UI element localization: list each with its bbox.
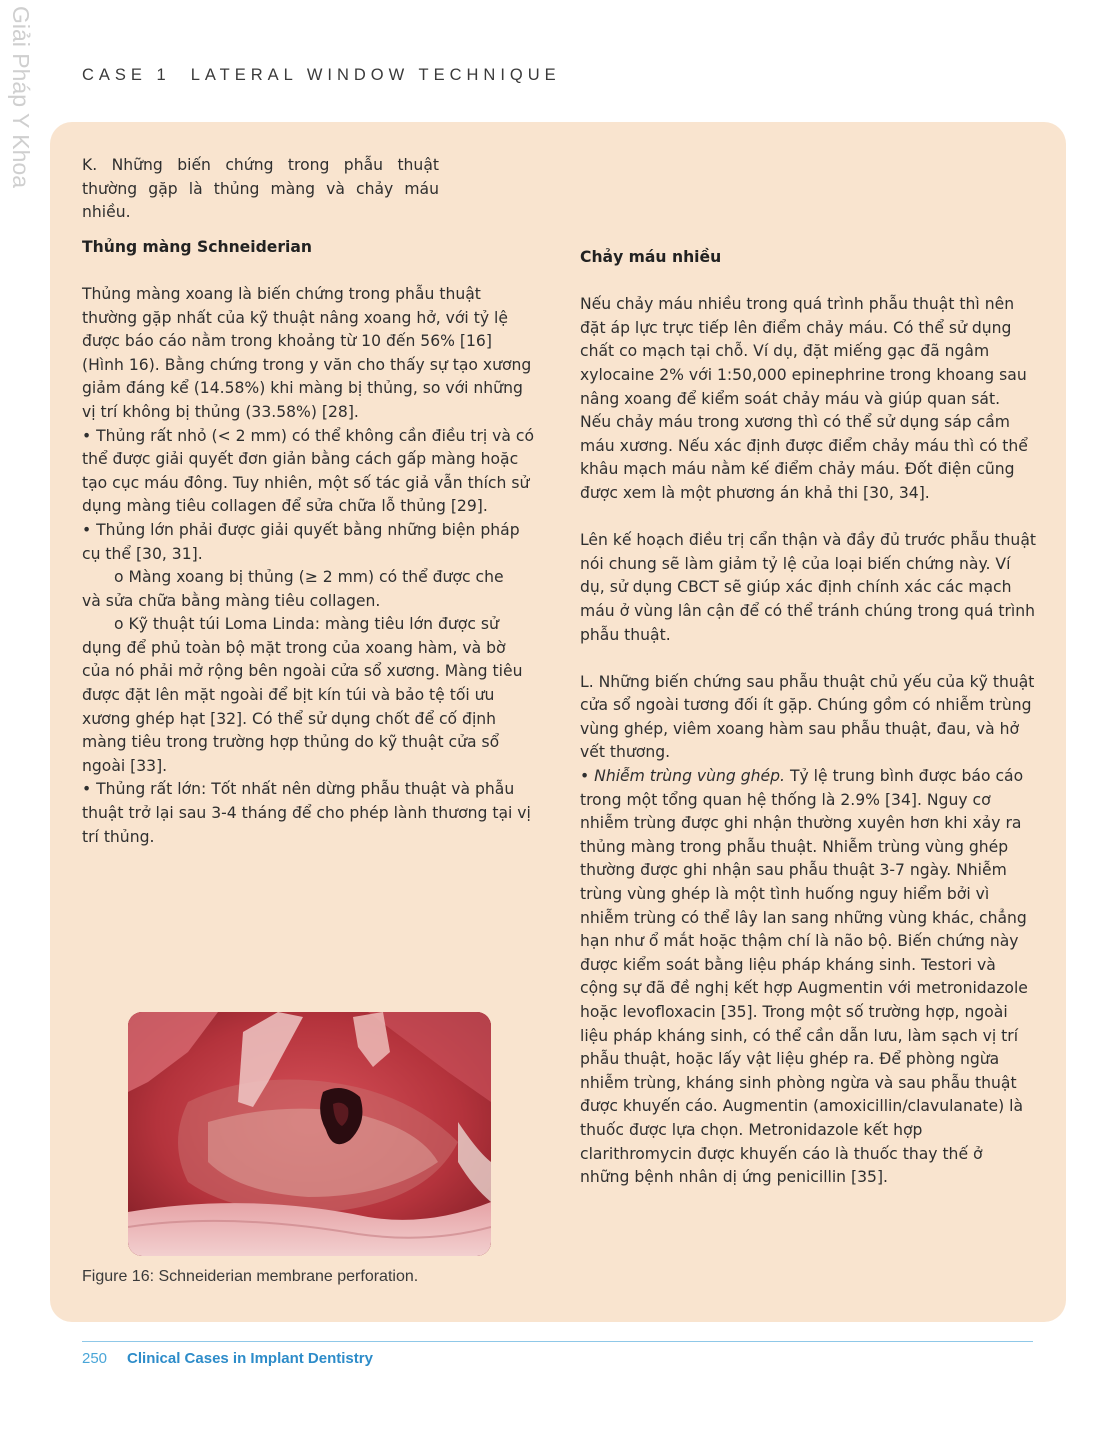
footer bbox=[82, 1350, 373, 1367]
watermark: Giải Pháp Y Khoa bbox=[8, 6, 34, 189]
sub-item-continuation: dụng để phủ toàn bộ mặt trong của xoang hàm, và bờ của nó phải mở rộng bên ngoài cửa sổ xương. Màng tiêu được đặt lên mặt ngoài để bịt kín túi và bảo tệ tối ưu xương ghép hạt [32]. Có thể sử dụng chốt để cố định màng tiêu trong trường hợp thủng do kỹ thuật cửa sổ ngoài [33]. bbox=[82, 638, 523, 775]
surgical-photo bbox=[128, 1012, 491, 1256]
intro-paragraph: K. Những biến chứng trong phẫu thuật thường gặp là thủng màng và chảy máu nhiều. bbox=[82, 156, 439, 222]
sub-item-continuation: và sửa chữa bằng màng tiêu collagen. bbox=[82, 591, 381, 610]
footer-rule bbox=[82, 1341, 1033, 1342]
right-column bbox=[580, 246, 1036, 1190]
paragraph: Lên kế hoạch điều trị cẩn thận và đầy đủ trước phẫu thuật nói chung sẽ làm giảm tỷ lệ của loại biến chứng này. Ví dụ, sử dụng CBCT sẽ giúp xác định chính xác các mạch máu ở vùng lân cận để có thể tránh chúng trong quá trình phẫu thuật. bbox=[580, 531, 1036, 644]
paragraph: Nếu chảy máu nhiều trong quá trình phẫu thuật thì nên đặt áp lực trực tiếp lên điểm chảy máu. Có thể sử dụng chất co mạch tại chỗ. Ví dụ, đặt miếng gạc đã ngâm xylocaine 2% với 1:50,000 epinephrine trong khoang sau nâng xoang để kiểm soát chảy máu và giúp quan sát. Nếu chảy máu trong xương thì có thể sử dụng sáp cầm máu xương. Nếu xác định được điểm chảy máu thì có thể khâu mạch máu nằm kế điểm chảy máu. Đốt điện cũng được xem là một phương án khả thi [30, 34]. bbox=[580, 295, 1028, 502]
section-heading-perforation: Thủng màng Schneiderian bbox=[82, 237, 312, 256]
paragraph: L. Những biến chứng sau phẫu thuật chủ yếu của kỹ thuật cửa sổ ngoài tương đối ít gặp. Chúng gồm có nhiễm trùng vùng ghép, viêm xoang hàm sau phẫu thuật, đau, và hở vết thương. bbox=[580, 672, 1035, 762]
bullet-lead-italic: Nhiễm trùng vùng ghép. bbox=[594, 767, 786, 786]
sub-item-lead: o Kỹ thuật túi Loma Linda: màng tiêu lớn được sử bbox=[114, 615, 499, 634]
sub-item-lead: o Màng xoang bị thủng (≥ 2 mm) có thể được che bbox=[114, 568, 504, 587]
case-label: CASE 1 bbox=[82, 66, 171, 84]
running-head bbox=[82, 66, 561, 85]
bullet-item: • Thủng lớn phải được giải quyết bằng những biện pháp cụ thể [30, 31]. bbox=[82, 520, 520, 563]
figure-caption: Figure 16: Schneiderian membrane perforation. bbox=[82, 1268, 419, 1285]
book-title: Clinical Cases in Implant Dentistry bbox=[127, 1350, 373, 1367]
section-heading-bleeding: Chảy máu nhiều bbox=[580, 248, 722, 266]
bullet-body: Tỷ lệ trung bình được báo cáo trong một tổng quan hệ thống là 2.9% [34]. Nguy cơ nhiễm trùng được ghi nhận thường xuyên hơn khi xảy ra thủng màng trong phẫu thuật. Nhiễm trùng vùng ghép thường được ghi nhận sau phẫu thuật 3-7 ngày. Nhiễm trùng vùng ghép là một tình huống nguy hiểm bởi vì nhiễm trùng có thể lây lan sang những vùng khác, chẳng hạn như ổ mắt hoặc thậm chí là não bộ. Biến chứng này được kiểm soát bằng liệu pháp kháng sinh. Testori và cộng sự đã đề nghị kết hợp Augmentin với metronidazole hoặc levofloxacin [35]. Trong một số trường hợp, ngoài liệu pháp kháng sinh, có thể cần dẫn lưu, làm sạch vị trí phẫu thuật, hoặc lấy vật liệu ghép ra. Để phòng ngừa nhiễm trùng, kháng sinh phòng ngừa và sau phẫu thuật được khuyến cáo. Augmentin (amoxicillin/clavulanate) là thuốc được lựa chọn. Metronidazole kết hợp clarithromycin được khuyến cáo là thuốc thay thế ở những bệnh nhân dị ứng penicillin [35]. bbox=[580, 767, 1028, 1187]
page-number: 250 bbox=[82, 1350, 108, 1367]
bullet-marker: • bbox=[580, 767, 595, 786]
bullet-item: • Thủng rất lớn: Tốt nhất nên dừng phẫu thuật và phẫu thuật trở lại sau 3-4 tháng để cho phép lành thương tại vị trí thủng. bbox=[82, 780, 531, 846]
surgical-photo-illustration bbox=[128, 1012, 491, 1256]
paragraph: Thủng màng xoang là biến chứng trong phẫu thuật thường gặp nhất của kỹ thuật nâng xoang hở, với tỷ lệ được báo cáo nằm trong khoảng từ 10 đến 56% [16] (Hình 16). Bằng chứng trong y văn cho thấy sự tạo xương giảm đáng kể (14.58%) khi màng bị thủng, so với những vị trí không bị thủng (33.58%) [28]. bbox=[82, 284, 532, 421]
chapter-title: LATERAL WINDOW TECHNIQUE bbox=[190, 66, 561, 84]
bullet-item bbox=[580, 765, 1036, 1190]
bullet-item: • Thủng rất nhỏ (< 2 mm) có thể không cần điều trị và có thể được giải quyết đơn giản bằng cách gấp màng hoặc tạo cục máu đông. Tuy nhiên, một số tác giả vẫn thích sử dụng màng tiêu collagen để sửa chữa lỗ thủng [29]. bbox=[82, 426, 535, 516]
left-column bbox=[82, 154, 534, 849]
